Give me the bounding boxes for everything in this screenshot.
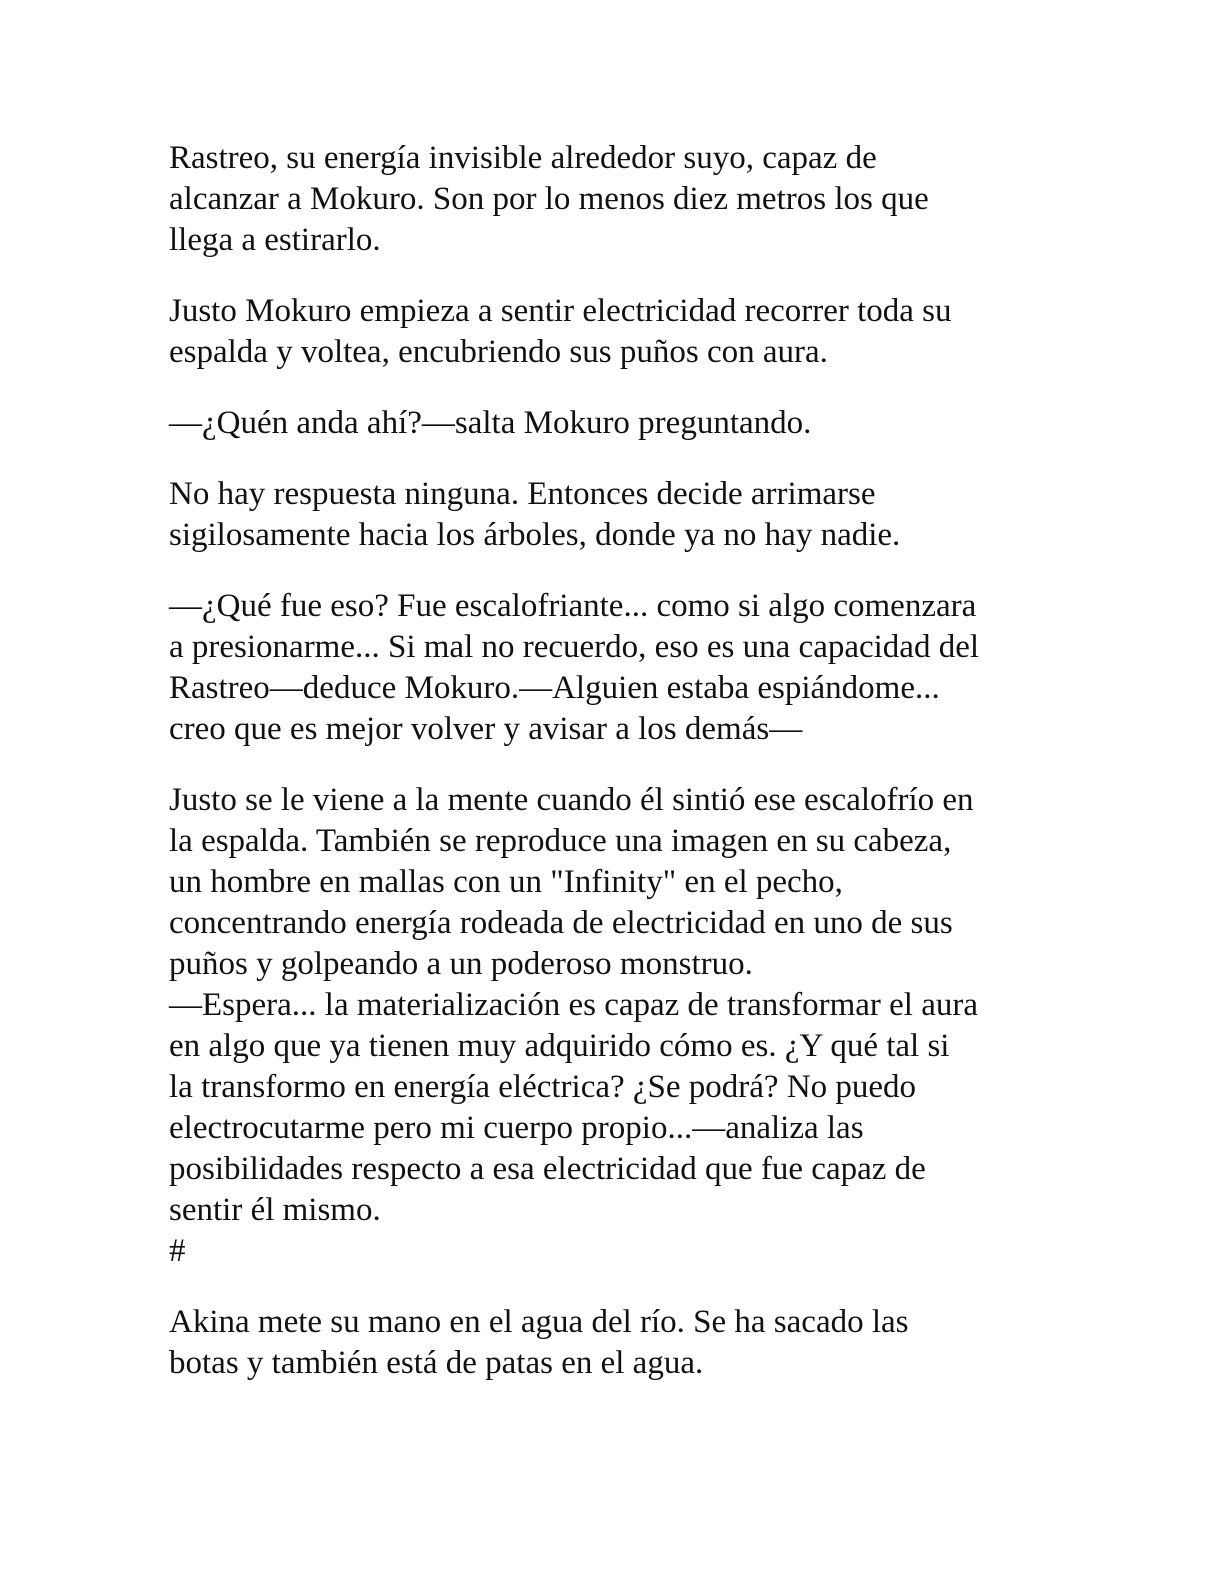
text-line: Justo se le viene a la mente cuando él sintió ese escalofrío en [169,782,974,818]
text-line: la espalda. También se reproduce una imagen en su cabeza, [169,823,952,859]
text-line: botas y también está de patas en el agua. [169,1345,704,1381]
text-line: alcanzar a Mokuro. Son por lo menos diez metros los que [169,181,929,217]
text-line: en algo que ya tienen muy adquirido cómo es. ¿Y qué tal si [169,1028,950,1064]
paragraph [169,586,1049,750]
paragraph-gap [169,1272,1049,1302]
text-line: concentrando energía rodeada de electricidad en uno de sus [169,905,953,941]
text-line: Akina mete su mano en el agua del río. Se ha sacado las [169,1304,909,1340]
text-line: Rastreo, su energía invisible alrededor suyo, capaz de [169,140,877,176]
text-line: —Espera... la materialización es capaz de transformar el aura [169,987,978,1023]
text-line: a presionarme... Si mal no recuerdo, eso es una capacidad del [169,629,980,665]
paragraph-gap [169,750,1049,780]
scene-break: # [169,1233,186,1269]
text-line: creo que es mejor volver y avisar a los demás— [169,711,803,747]
text-line: puños y golpeando a un poderoso monstruo. [169,946,753,982]
paragraph-gap [169,373,1049,403]
text-line: sentir él mismo. [169,1192,381,1228]
paragraph [169,1302,1049,1384]
text-line: posibilidades respecto a esa electricidad que fue capaz de [169,1151,926,1187]
text-line: —¿Qué fue eso? Fue escalofriante... como si algo comenzara [169,588,977,624]
paragraph [169,291,1049,373]
text-line: un hombre en mallas con un "Infinity" en el pecho, [169,864,843,900]
text-line: sigilosamente hacia los árboles, donde ya no hay nadie. [169,517,901,553]
paragraph [169,138,1049,261]
paragraph [169,403,1049,444]
paragraph-gap [169,444,1049,474]
paragraph-gap [169,261,1049,291]
paragraph-gap [169,556,1049,586]
document-page [169,138,1049,1384]
text-line: Rastreo—deduce Mokuro.—Alguien estaba espiándome... [169,670,940,706]
text-line: la transformo en energía eléctrica? ¿Se podrá? No puedo [169,1069,917,1105]
text-line: Justo Mokuro empieza a sentir electricidad recorrer toda su [169,293,952,329]
text-line: llega a estirarlo. [169,222,381,258]
text-line: espalda y voltea, encubriendo sus puños con aura. [169,334,828,370]
paragraph [169,474,1049,556]
text-line: No hay respuesta ninguna. Entonces decide arrimarse [169,476,876,512]
paragraph [169,780,1049,1272]
text-line: electrocutarme pero mi cuerpo propio...—analiza las [169,1110,864,1146]
text-line: —¿Quén anda ahí?—salta Mokuro preguntando. [169,405,812,441]
